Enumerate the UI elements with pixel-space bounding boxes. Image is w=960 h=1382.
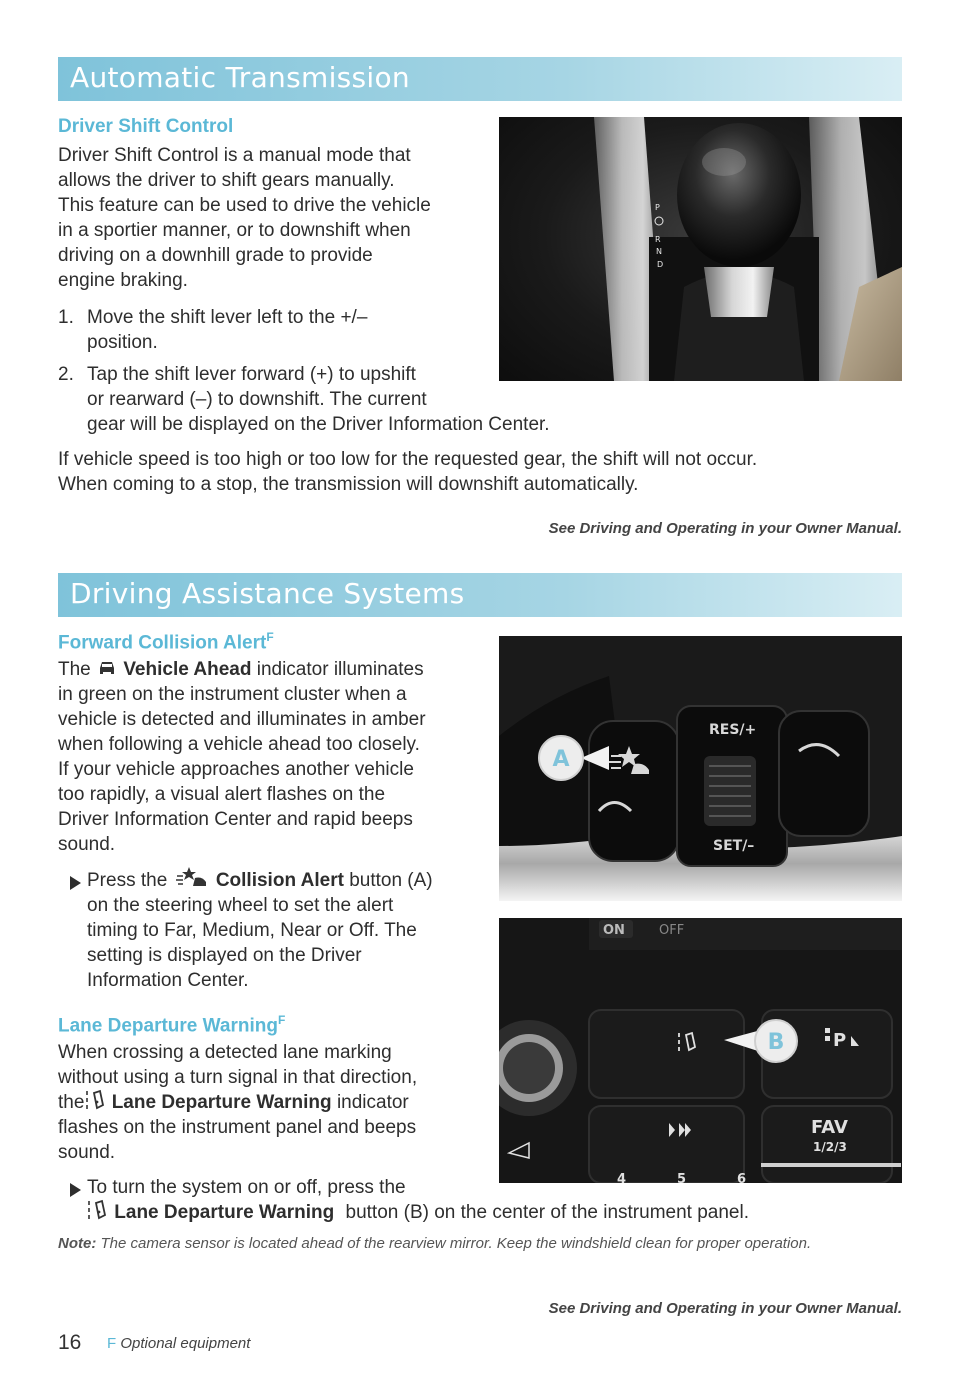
dsc-paragraph xyxy=(58,447,757,497)
text-line: position. xyxy=(87,332,158,353)
bullet-arrow-icon xyxy=(70,876,81,890)
callout-a-label: A xyxy=(552,747,570,772)
text-line: in a sportier manner, or to downshift when xyxy=(58,220,411,241)
on-label: ON xyxy=(603,923,625,938)
text-line: gear will be displayed on the Driver Information Center. xyxy=(87,414,550,435)
text-line: engine braking. xyxy=(58,270,188,291)
steering-wheel-photo xyxy=(499,636,902,901)
center-panel-photo xyxy=(499,918,902,1183)
lane-departure-icon xyxy=(85,1089,105,1111)
off-label: OFF xyxy=(659,923,685,938)
text-fragment: indicator xyxy=(336,1092,409,1113)
subhead-text: Forward Collision Alert xyxy=(58,632,267,654)
collision-alert-icon xyxy=(175,866,209,888)
text-line: flashes on the instrument panel and beeps xyxy=(58,1117,417,1138)
see-owner-manual-2: See Driving and Operating in your Owner Manual. xyxy=(548,1300,902,1317)
section-header-automatic-transmission xyxy=(58,57,902,101)
gear-shifter-illustration xyxy=(499,117,902,381)
gear-label-n: N xyxy=(656,247,662,256)
text-line: when following a vehicle ahead too closely. xyxy=(58,734,420,755)
text-line: To turn the system on or off, press the xyxy=(87,1177,406,1198)
preset-6-label: 6 xyxy=(737,1172,747,1183)
fca-bullet xyxy=(87,868,433,993)
text-line: Information Center. xyxy=(87,970,249,991)
optional-marker: F xyxy=(266,630,274,644)
page-number: 16 xyxy=(58,1331,82,1354)
optional-marker: F xyxy=(277,1013,286,1027)
text-fragment: Collision Alert xyxy=(215,870,344,891)
see-owner-manual-1: See Driving and Operating in your Owner Manual. xyxy=(548,520,902,537)
text-line: Tap the shift lever forward (+) to upshift xyxy=(87,364,416,385)
preset-5-label: 5 xyxy=(677,1172,687,1183)
note-text: The camera sensor is located ahead of the rearview mirror. Keep the windshield clean for proper operation. xyxy=(100,1235,812,1252)
note xyxy=(58,1234,902,1253)
text-line: on the steering wheel to set the alert xyxy=(87,895,394,916)
text-fragment: indicator illuminates xyxy=(256,659,424,680)
subhead-text: Lane Departure Warning xyxy=(58,1015,278,1037)
fav-label: FAV xyxy=(811,1117,848,1138)
bullet-arrow-icon xyxy=(70,1183,81,1197)
text-fragment: button (B) on the center of the instrument panel. xyxy=(345,1202,749,1223)
step-number: 2. xyxy=(58,364,74,385)
gear-label-p: P xyxy=(655,203,660,212)
preset-4-label: 4 xyxy=(617,1172,627,1183)
text-line: driving on a downhill grade to provide xyxy=(58,245,373,266)
text-line: too rapidly, a visual alert flashes on the xyxy=(58,784,386,805)
text-fragment: Lane Departure Warning xyxy=(114,1202,335,1223)
steering-wheel-illustration xyxy=(499,636,902,901)
text-line xyxy=(58,1090,417,1115)
text-line: Move the shift lever left to the +/– xyxy=(87,307,368,328)
gear-label-r: R xyxy=(655,235,661,244)
text-line xyxy=(87,868,433,893)
set-label: SET/– xyxy=(713,838,755,854)
text-line xyxy=(58,657,478,682)
svg-text:P: P xyxy=(833,1030,847,1051)
text-line: timing to Far, Medium, Near or Off. The xyxy=(87,920,417,941)
gear-shifter-photo xyxy=(499,117,902,381)
text-fragment: button (A) xyxy=(349,870,433,891)
callout-b-label: B xyxy=(767,1030,785,1055)
text-line: Driver Shift Control is a manual mode that xyxy=(58,145,411,166)
res-label: RES/+ xyxy=(709,722,757,738)
text-line: in green on the instrument cluster when a xyxy=(58,684,407,705)
note-label: Note: xyxy=(58,1235,97,1252)
text-line: Driver Information Center and rapid beeps xyxy=(58,809,413,830)
section-header-driving-assistance xyxy=(58,573,902,617)
section-title: Driving Assistance Systems xyxy=(70,577,465,610)
text-line: If your vehicle approaches another vehicle xyxy=(58,759,414,780)
text-line: If vehicle speed is too high or too low for the requested gear, the shift will not occur. xyxy=(58,449,758,470)
subhead-lane-departure-warning xyxy=(58,1013,285,1037)
text-line: When crossing a detected lane marking xyxy=(58,1042,392,1063)
text-fragment: Vehicle Ahead xyxy=(123,659,252,680)
fav-sub-label: 1/2/3 xyxy=(813,1140,847,1154)
subhead-driver-shift-control: Driver Shift Control xyxy=(58,116,234,137)
vehicle-ahead-icon xyxy=(98,659,116,677)
gear-label-d: D xyxy=(657,260,664,269)
text-fragment: the xyxy=(58,1092,85,1113)
optional-marker: F xyxy=(107,1335,117,1352)
text-line: This feature can be used to drive the vehicle xyxy=(58,195,431,216)
text-line xyxy=(87,1200,749,1225)
center-panel-illustration xyxy=(499,918,902,1183)
text-fragment: Press the xyxy=(87,870,168,891)
fca-paragraph xyxy=(58,657,478,857)
optional-text: Optional equipment xyxy=(120,1335,251,1352)
subhead-forward-collision-alert xyxy=(58,630,274,654)
text-line: allows the driver to shift gears manually. xyxy=(58,170,395,191)
text-line: setting is displayed on the Driver xyxy=(87,945,362,966)
text-line: vehicle is detected and illuminates in amber xyxy=(58,709,426,730)
section-title: Automatic Transmission xyxy=(70,61,410,94)
text-line: When coming to a stop, the transmission will downshift automatically. xyxy=(58,474,639,495)
step-number: 1. xyxy=(58,307,74,328)
text-fragment: The xyxy=(58,659,91,680)
text-line: without using a turn signal in that direction, xyxy=(58,1067,418,1088)
dsc-intro xyxy=(58,143,431,293)
text-line: or rearward (–) to downshift. The current xyxy=(87,389,427,410)
text-line: sound. xyxy=(58,834,116,855)
text-line: sound. xyxy=(58,1142,116,1163)
lane-departure-icon xyxy=(87,1199,107,1221)
ldw-paragraph xyxy=(58,1040,417,1165)
optional-equipment-legend xyxy=(107,1335,250,1352)
text-fragment: Lane Departure Warning xyxy=(111,1092,332,1113)
